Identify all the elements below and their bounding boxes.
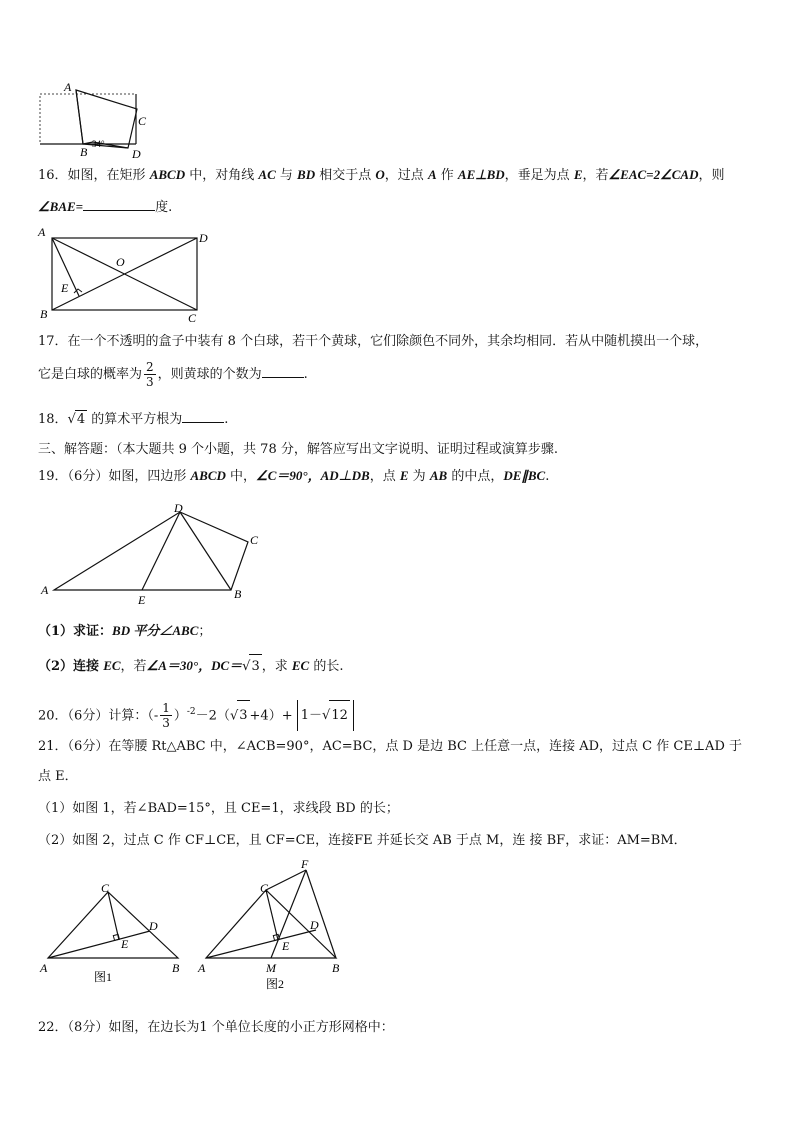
fig21b-label-m: M [266, 961, 276, 975]
fig19-diagram [38, 500, 268, 610]
fig21b-label-e: E [282, 939, 290, 953]
q20-abs-value: 1－√12 [297, 700, 354, 731]
fig15-diagram [30, 75, 150, 165]
fig15-dashed-rect [40, 94, 136, 144]
fig21b-label-b: B [332, 961, 340, 975]
fig15-label-b: B [80, 145, 88, 159]
q22-line: 22．（8分）如图，在边长为1 个单位长度的小正方形网格中： [38, 1020, 394, 1035]
fig21b-label-a: A [198, 961, 206, 975]
fig15-label-c: C [138, 114, 147, 128]
q20-fraction: $\frac{1}{3}$ [162, 701, 170, 731]
fig19-label-b: B [234, 587, 242, 601]
q16-line1: 16．如图，在矩形 ABCD 中，对角线 AC 与 BD 相交于点 O，过点 A 作 AE⊥BD，垂足为点 E，若∠EAC=2∠CAD，则 [38, 167, 725, 183]
fig21b-caption: 图2 [266, 977, 285, 991]
q20-line: 20．（6分）计算：（- $\frac{1}{3}$ ）$^{-2}$－2（√3 +4）+ 1－√12 [38, 697, 354, 731]
fig21-figure2 [196, 858, 356, 998]
fig15-angle: 34° [92, 139, 105, 149]
fig19-label-c: C [250, 533, 259, 547]
fig15-label-a: A [64, 80, 72, 94]
q18-answer-blank[interactable] [182, 422, 224, 423]
q18-line: 18．√4 的算术平方根为 . [38, 412, 229, 427]
q16-answer-blank[interactable] [83, 210, 155, 211]
fig16-label-e: E [61, 281, 69, 295]
q17-fraction: $\frac{2}{3}$ [146, 360, 154, 389]
q21-part2: （2）如图 2，过点 C 作 CF⊥CE，且 CF=CE，连接FE 并延长交 AB 于点 M，连 接 BF，求证：AM=BM． [38, 833, 687, 848]
q21-line2: 点 E． [38, 769, 78, 784]
q19-line1: 19．（6分）如图，四边形 ABCD 中，∠C＝90°，AD⊥DB，点 E 为 AB 的中点，DE∥BC. [38, 468, 550, 484]
fig21a-label-c: C [101, 881, 110, 895]
q17-line1: 17．在一个不透明的盒子中装有 8 个白球，若干个黄球，它们除颜色不同外，其余均相同．若从中随机摸出一个球， [38, 334, 709, 349]
q19-part2: （2）连接 EC，若∠A＝30°，DC＝√3 ，求 EC 的长. [38, 654, 344, 679]
q17-answer-blank[interactable] [262, 377, 304, 378]
fig21a-label-e: E [121, 937, 129, 951]
fig15-square [76, 90, 137, 148]
fig21b-label-f: F [301, 857, 309, 871]
q16-line2: ∠BAE= 度. [38, 199, 173, 215]
fig19-label-e: E [138, 593, 146, 607]
fig16-label-c: C [188, 311, 197, 325]
q21-line1: 21．（6分）在等腰 Rt△ABC 中，∠ACB=90°，AC=BC，点 D 是边 BC 上任意一点，连接 AD，过点 C 作 CE⊥AD 于 [38, 739, 743, 754]
q19-part1: （1）求证：BD 平分∠ABC； [38, 623, 212, 639]
fig16-diagram [36, 225, 216, 325]
fig21b-label-d: D [310, 918, 319, 932]
fig16-label-d: D [199, 231, 208, 245]
fig21a-label-b: B [172, 961, 180, 975]
fig21a-caption: 图1 [94, 970, 113, 984]
fig19-label-d: D [174, 501, 183, 515]
fig21b-label-c: C [260, 881, 269, 895]
fig16-label-a: A [38, 225, 46, 239]
fig19-label-a: A [41, 583, 49, 597]
fig16-label-o: O [116, 255, 125, 269]
section3-heading: 三、解答题：（本大题共 9 个小题，共 78 分，解答应写出文字说明、证明过程或演算步骤. [38, 442, 558, 457]
fig16-label-b: B [40, 307, 48, 321]
q17-line2: 它是白球的概率为 $\frac{2}{3}$ ，则黄球的个数为 . [38, 360, 308, 389]
fig21-figure1 [38, 880, 188, 990]
fig21a-label-a: A [40, 961, 48, 975]
q21-part1: （1）如图 1，若∠BAD=15°，且 CE=1，求线段 BD 的长； [38, 801, 399, 816]
fig15-label-d: D [132, 147, 141, 161]
fig21a-label-d: D [149, 919, 158, 933]
